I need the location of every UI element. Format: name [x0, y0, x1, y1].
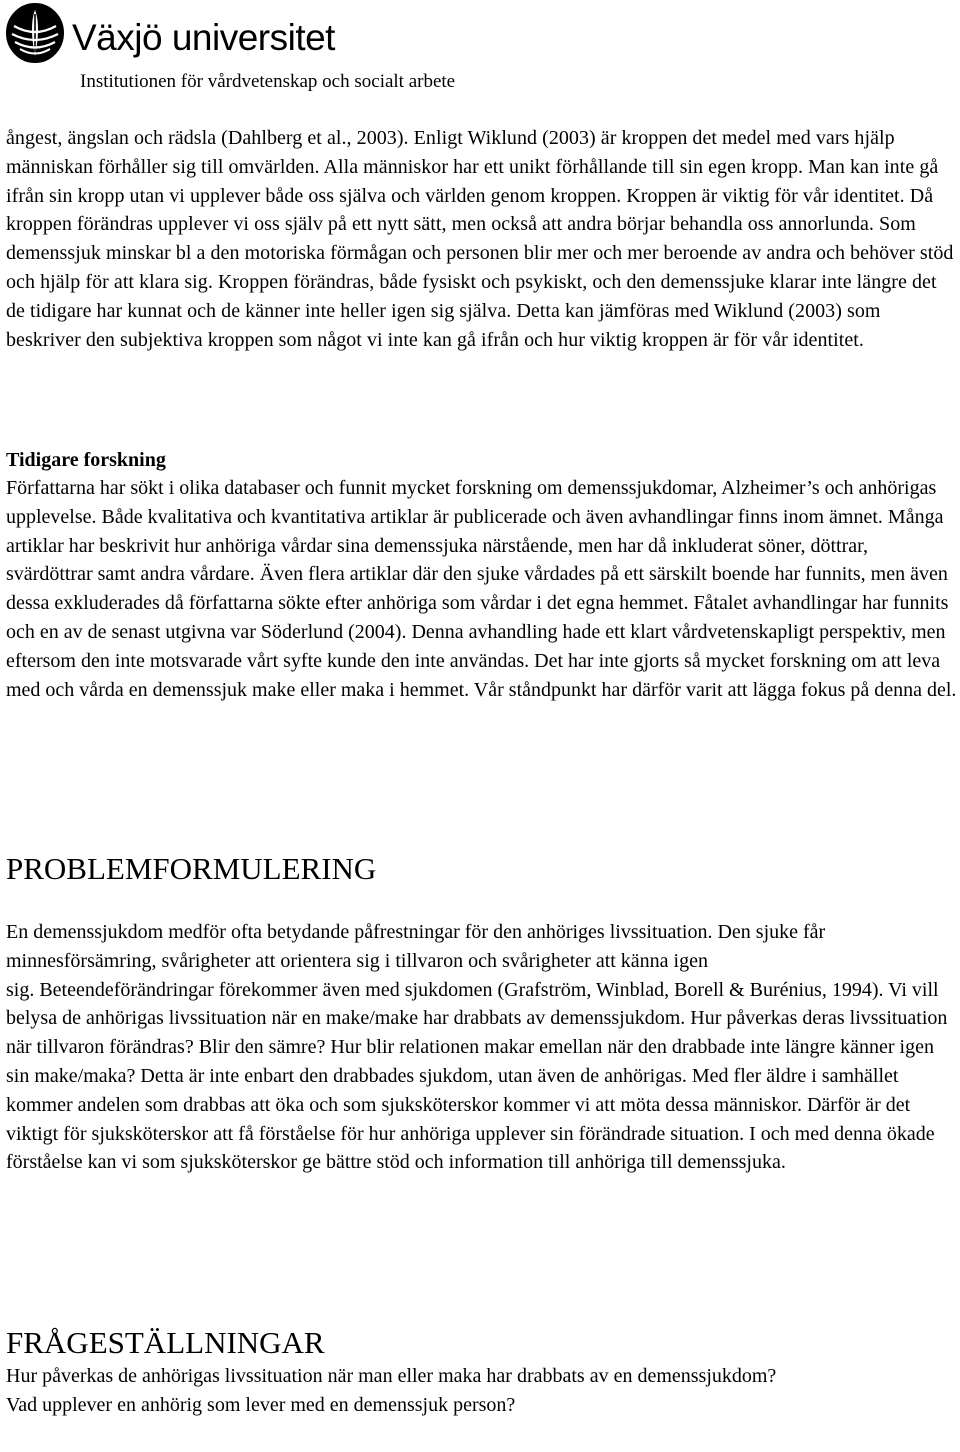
- problemformulering-text-a: En demenssjukdom medför ofta betydande påfrestningar för den anhöriges livssituation. Den sjuke får minnesförsämring, svårigheter att orientera sig i tillvaron och svårigheter att känna igen: [6, 921, 826, 972]
- section-heading-problemformulering: PROBLEMFORMULERING: [6, 851, 377, 886]
- question-item: Vad upplever en anhörig som lever med en demenssjuk person?: [6, 1393, 516, 1416]
- department-name: Institutionen för vårdvetenskap och socialt arbete: [80, 71, 456, 92]
- intro-paragraph: [6, 124, 958, 354]
- question-item: Hur påverkas de anhörigas livssituation när man eller maka har drabbats av en demenssjukdom?: [6, 1365, 777, 1387]
- intro-paragraph-text: ångest, ängslan och rädsla (Dahlberg et al., 2003). Enligt Wiklund (2003) är kroppen det medel med vars hjälp människan förhåller sig till omvärlden. Alla människor har ett unikt förhållande till sin egen kropp. Man kan inte gå ifrån sin kropp utan vi upplever både oss själva och världen genom kroppen. Kroppen är viktig för vår identitet. Då kroppen förändras upplever vi oss själv på ett nytt sätt, men också att andra börjar behandla oss annorlunda. Som demenssjuk minskar bl a den motoriska förmågan och personen blir mer och mer beroende av andra och behöver stöd och hjälp för att klara sig. Kroppen förändras, både fysiskt och psykiskt, och den demenssjuke klarar inte längre det de tidigare har kunnat och de känner inte heller igen sig själva. Detta kan jämföras med Wiklund (2003) som beskriver den subjektiva kroppen som något vi inte kan gå ifrån och hur viktig kroppen är för vår identitet.: [6, 127, 954, 351]
- section-heading-fragestallningar: FRÅGESTÄLLNINGAR: [6, 1325, 325, 1360]
- page-header: [0, 0, 960, 100]
- section-heading-tidigare-forskning: Tidigare forskning: [6, 449, 166, 471]
- tidigare-forskning-paragraph: [6, 474, 958, 704]
- problemformulering-paragraph: [6, 918, 958, 1177]
- problemformulering-text-b: sig. Beteendeförändringar förekommer även med sjukdomen (Grafström, Winblad, Borell & Burénius, 1994). Vi vill belysa de anhörigas livssituation när en make/make har drabbats av demenssjukdom. Hur påverkas deras livssituation när tillvaron förändras? Blir den sämre? Hur blir relationen makar emellan när den drabbade inte längre känner igen sin make/maka? Detta är inte enbart den drabbades sjukdom, utan även de anhörigas. Med fler äldre i samhället kommer andelen som drabbas att öka och som sjuksköterskor kommer vi att möta dessa människor. Därför är det viktigt för sjuksköterskor att få förståelse för hur anhöriga upplever sin förändrade situation. I och med denna ökade förståelse kan vi som sjuksköterskor ge bättre stöd och information till anhöriga till demenssjuka.: [6, 978, 948, 1174]
- tidigare-forskning-text: Författarna har sökt i olika databaser och funnit mycket forskning om demenssjukdomar, Alzheimer’s och anhörigas upplevelse. Både kvalitativa och kvantitativa artiklar är publicerade och även avhandlingar finns inom ämnet. Många artiklar har beskrivit hur anhöriga vårdar sina demenssjuka närstående, men har då inkluderat söner, döttrar, svärdöttrar samt andra vårdare. Även flera artiklar där den sjuke vårdades på ett särskilt boende har funnits, men även dessa exkluderades då författarna sökte efter anhöriga som vårdar i det egna hemmet. Fåtalet avhandlingar har funnits och en av de senast utgivna var Söderlund (2004). Denna avhandling hade ett klart vårdvetenskapligt perspektiv, men eftersom den inte motsvarade vårt syfte kunde den inte användas. Det har inte gjorts så mycket forskning om att leva med och vårda en demenssjuk make eller maka i hemmet. Vår ståndpunkt har därför varit att lägga fokus på denna del.: [6, 477, 957, 701]
- fragestallningar-list: [6, 1362, 958, 1420]
- vaxjo-university-logo-icon: [4, 2, 66, 64]
- university-name: Växjö universitet: [72, 17, 335, 58]
